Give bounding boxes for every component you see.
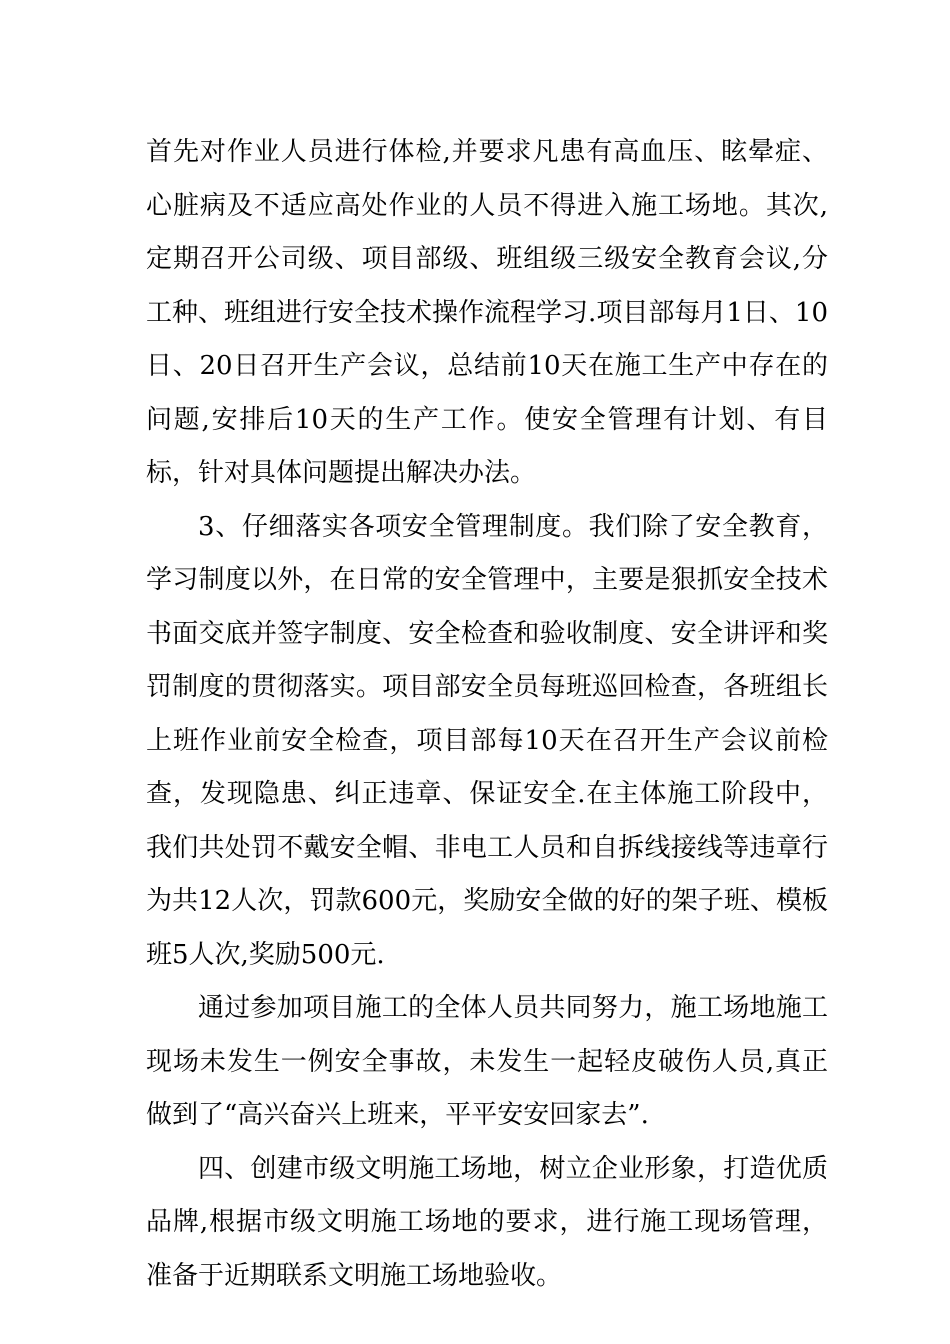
paragraph-no-accident-result: 通过参加项目施工的全体人员共同努力，施工场地施工现场未发生一例安全事故，未发生一起轻皮破伤人员,真正做到了“高兴奋兴上班来，平平安安回家去”.: [146, 993, 828, 1130]
paragraph-safety-education-continued: 首先对作业人员进行体检,并要求凡患有高血压、眩晕症、心脏病及不适应高处作业的人员不得进入施工场地。其次,定期召开公司级、项目部级、班组级三级安全教育会议,分工种、班组进行安全技术操作流程学习.项目部每月1日、10日、20日召开生产会议，总结前10天在施工生产中存在的问题,安排后10天的生产工作。使安全管理有计划、有目标，针对具体问题提出解决办法。: [146, 137, 828, 488]
paragraph-civilized-construction-site: 四、创建市级文明施工场地，树立企业形象，打造优质品牌,根据市级文明施工场地的要求，进行施工现场管理，准备于近期联系文明施工场地验收。: [146, 1153, 828, 1291]
paragraph-safety-management-system: 3、仔细落实各项安全管理制度。我们除了安全教育，学习制度以外，在日常的安全管理中，主要是狠抓安全技术书面交底并签字制度、安全检查和验收制度、安全讲评和奖罚制度的贯彻落实。项目部安全员每班巡回检查，各班组长上班作业前安全检查，项目部每10天在召开生产会议前检查，发现隐患、纠正违章、保证安全.在主体施工阶段中，我们共处罚不戴安全帽、非电工人员和自拆线接线等违章行为共12人次，罚款600元，奖励安全做的好的架子班、模板班5人次,奖励500元.: [146, 511, 828, 970]
document-body: [146, 126, 828, 1303]
